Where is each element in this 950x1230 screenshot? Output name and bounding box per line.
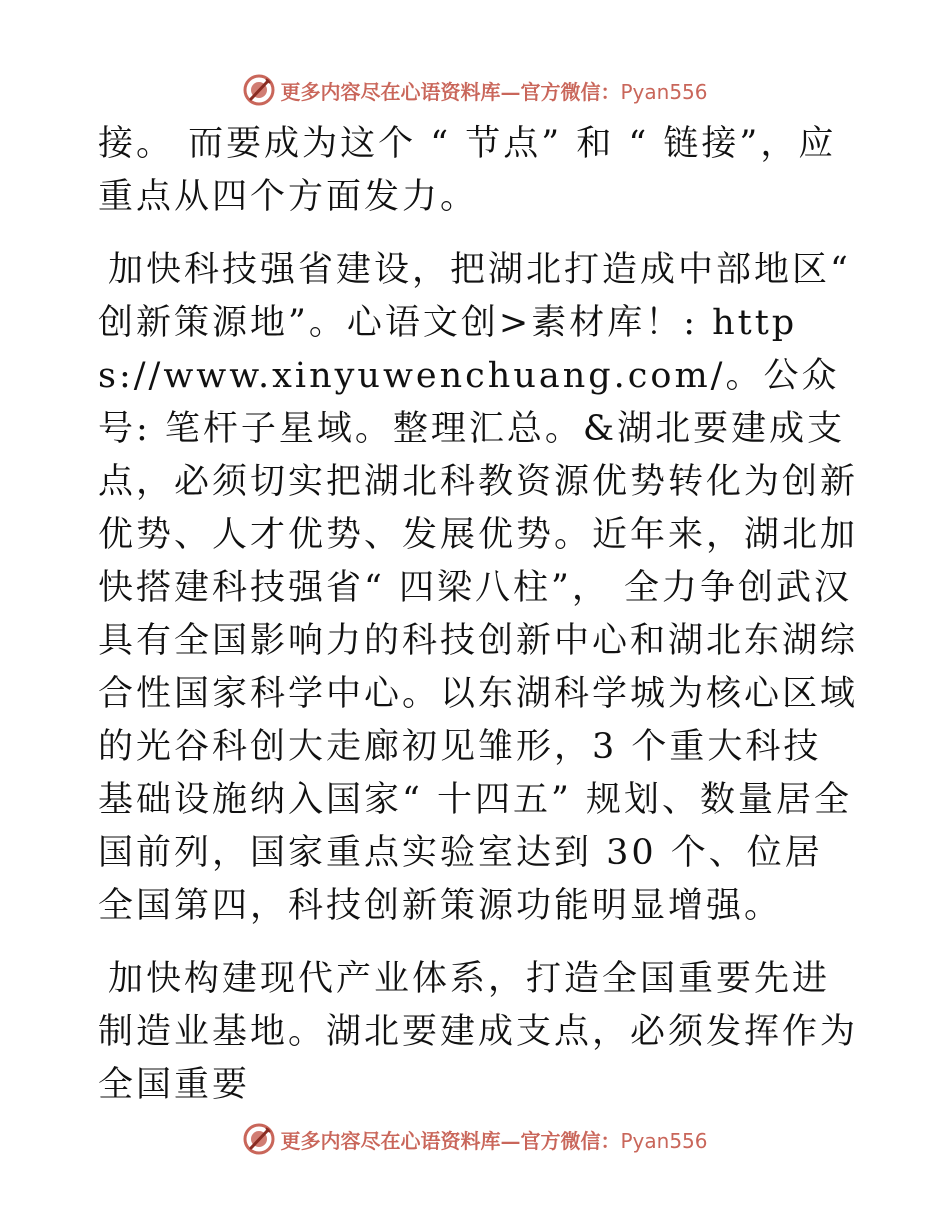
document-body <box>98 118 858 1112</box>
header-watermark-banner <box>0 70 950 110</box>
footer-watermark-banner <box>0 1119 950 1159</box>
paragraph-1: 接。 而要成为这个 “ 节点” 和 “ 链接”，应重点从四个方面发力。 <box>98 124 837 217</box>
brand-logo-icon <box>242 73 276 107</box>
footer-banner-wechat-id: Pyan556 <box>620 1128 708 1153</box>
paragraph-2: 加快科技强省建设，把湖北打造成中部地区“ 创新策源地”。心语文创>素材库！: https://www.xinyuwenchuang.com/。公众号: 笔杆子星域。整理汇总。&湖北要建成支点，必须切实把湖北科教资源优势转化为创新优势、人才优势、发展优势。近年来，湖北加快搭建科技强省“ 四梁八柱”， 全力争创武汉具有全国影响力的科技创新中心和湖北东湖综合性国家科学中心。以东湖科学城为核心区域的光谷科创大走廊初见雏形，3 个重大科技基础设施纳入国家“ 十四五” 规划、数量居全国前列，国家重点实验室达到 30 个、位居全国第四，科技创新策源功能明显增强。 <box>98 250 859 926</box>
brand-logo-icon <box>242 1122 276 1156</box>
footer-banner-text: 更多内容尽在心语资料库—官方微信： <box>280 1128 621 1153</box>
header-banner-text: 更多内容尽在心语资料库—官方微信： <box>280 79 621 104</box>
header-banner-wechat-id: Pyan556 <box>620 79 708 104</box>
paragraph-3: 加快构建现代产业体系，打造全国重要先进制造业基地。湖北要建成支点，必须发挥作为全国重要 <box>98 959 859 1105</box>
